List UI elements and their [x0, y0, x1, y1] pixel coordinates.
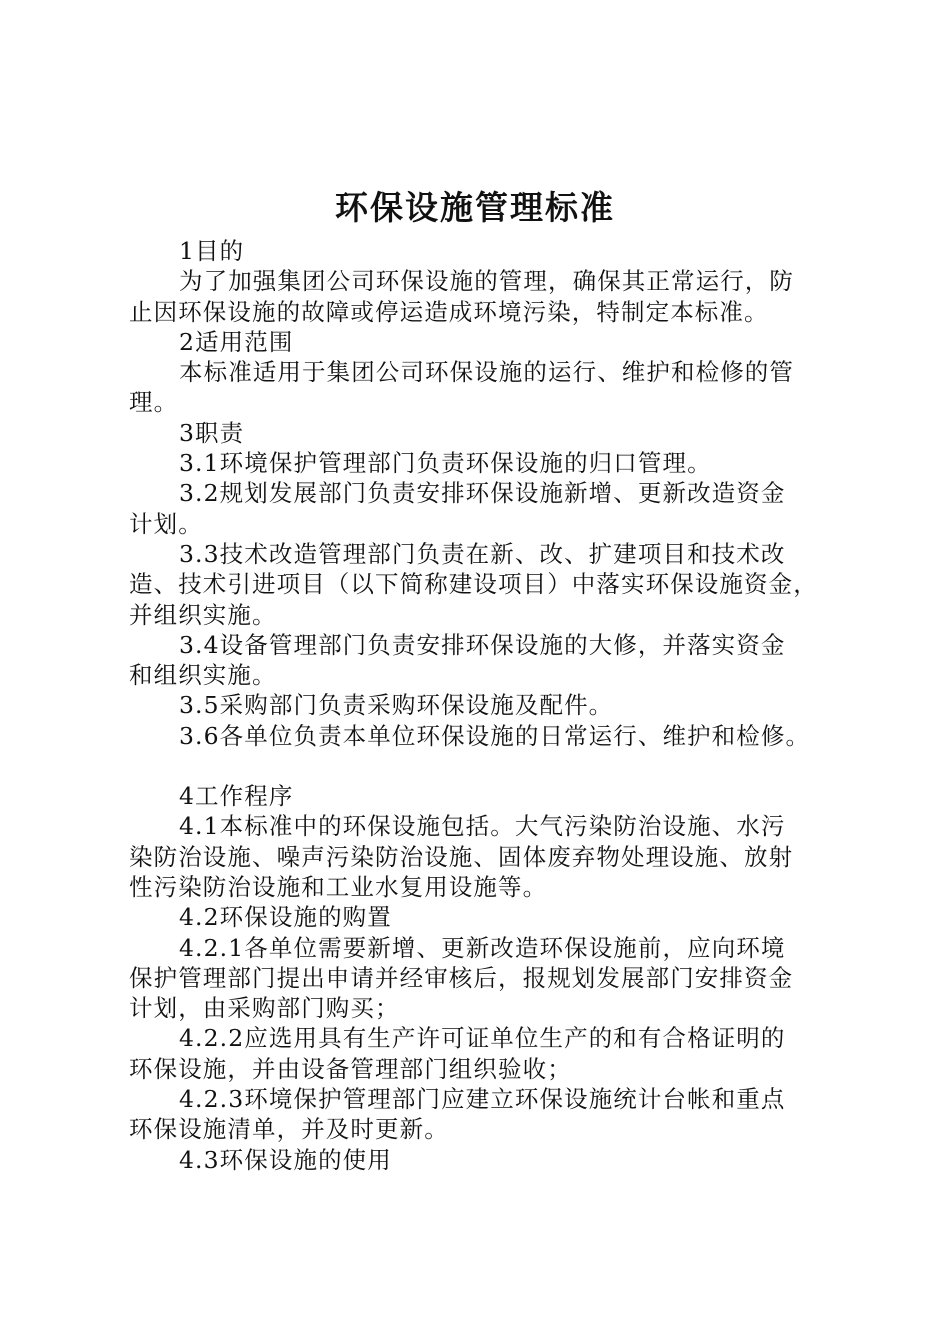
clause-4-2-2: 4.2.2应选用具有生产许可证单位生产的和有合格证明的: [179, 1024, 786, 1053]
clause-3-3: 3.3技术改造管理部门负责在新、改、扩建项目和技术改: [179, 539, 786, 568]
clause-3-5: 3.5采购部门负责采购环保设施及配件。: [179, 691, 614, 720]
clause-4-1: 4.1本标准中的环保设施包括。大气污染防治设施、水污: [179, 812, 786, 841]
document-body: [129, 236, 841, 1175]
paragraph-line: 本标准适用于集团公司环保设施的运行、维护和检修的管: [179, 358, 794, 387]
paragraph-line: 环保设施清单，并及时更新。: [129, 1115, 449, 1144]
paragraph-line: 计划。: [129, 509, 203, 538]
paragraph-gap: [129, 751, 841, 781]
paragraph-line: 保护管理部门提出申请并经审核后，报规划发展部门安排资金: [129, 963, 794, 992]
clause-3-1: 3.1环境保护管理部门负责环保设施的归口管理。: [179, 449, 712, 478]
paragraph-line: 和组织实施。: [129, 661, 277, 690]
clause-4-2: 4.2环保设施的购置: [179, 903, 392, 932]
paragraph-line: 理。: [129, 388, 179, 417]
clause-4-2-3: 4.2.3环境保护管理部门应建立环保设施统计台帐和重点: [179, 1085, 786, 1114]
paragraph-line: 并组织实施。: [129, 600, 277, 629]
paragraph-line: 性污染防治设施和工业水复用设施等。: [129, 872, 548, 901]
clause-4-2-1: 4.2.1各单位需要新增、更新改造环保设施前，应向环境: [179, 933, 786, 962]
clause-3-6: 3.6各单位负责本单位环保设施的日常运行、维护和检修。: [179, 721, 811, 750]
paragraph-line: 止因环保设施的故障或停运造成环境污染，特制定本标准。: [129, 297, 769, 326]
paragraph-line: 染防治设施、噪声污染防治设施、固体废弃物处理设施、放射: [129, 842, 794, 871]
section-heading-responsibilities: 3职责: [179, 418, 245, 447]
section-heading-procedure: 4工作程序: [179, 782, 294, 811]
document-title: 环保设施管理标准: [335, 188, 615, 227]
clause-3-2: 3.2规划发展部门负责安排环保设施新增、更新改造资金: [179, 479, 786, 508]
section-heading-scope: 2适用范围: [179, 327, 294, 356]
paragraph-line: 造、技术引进项目（以下简称建设项目）中落实环保设施资金，: [129, 570, 818, 599]
clause-4-3: 4.3环保设施的使用: [179, 1145, 392, 1174]
clause-3-4: 3.4设备管理部门负责安排环保设施的大修，并落实资金: [179, 630, 786, 659]
paragraph-line: 为了加强集团公司环保设施的管理，确保其正常运行，防: [179, 267, 794, 296]
paragraph-line: 环保设施，并由设备管理部门组织验收；: [129, 1054, 572, 1083]
section-heading-purpose: 1目的: [179, 237, 245, 265]
paragraph-line: 计划，由采购部门购买；: [129, 994, 400, 1023]
